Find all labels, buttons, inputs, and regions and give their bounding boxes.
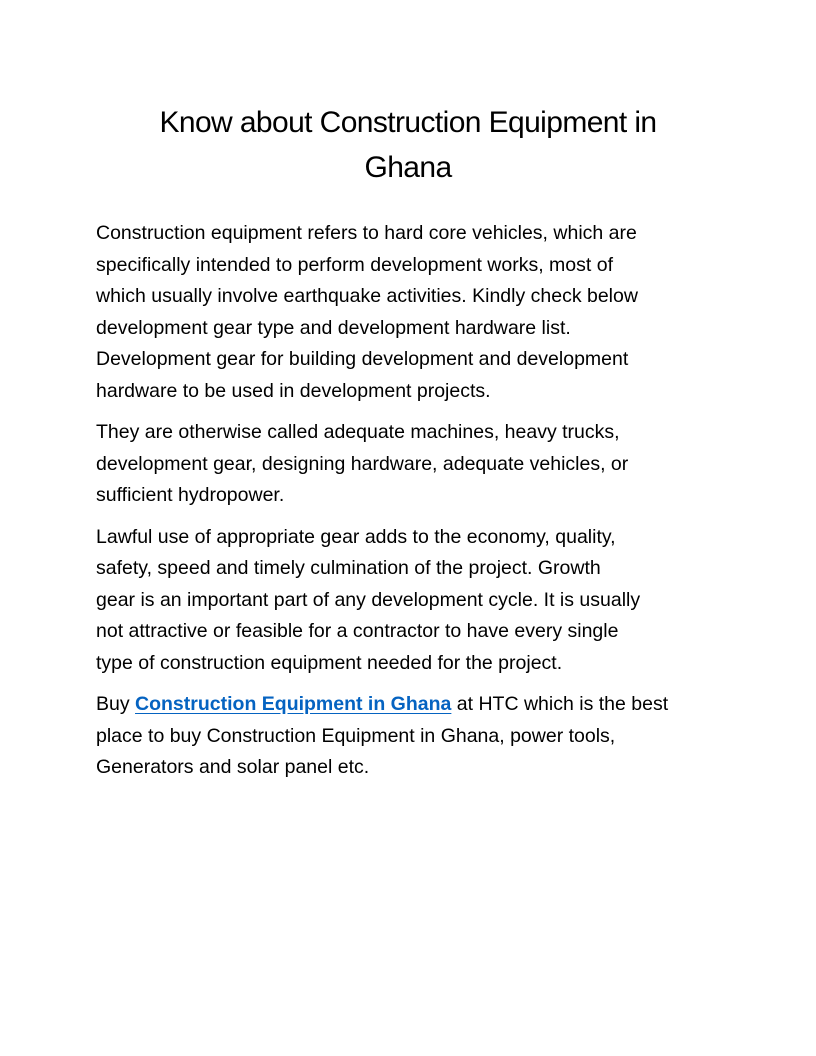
text-line: which usually involve earthquake activities. Kindly check below bbox=[96, 285, 638, 307]
title-line: Know about Construction Equipment in bbox=[159, 106, 657, 139]
text-line: gear is an important part of any development cycle. It is usually bbox=[96, 588, 641, 611]
text-line: type of construction equipment needed for the project. bbox=[96, 651, 563, 674]
text-line: Lawful use of appropriate gear adds to the economy, quality, bbox=[96, 525, 616, 548]
text-line: Generators and solar panel etc. bbox=[96, 756, 370, 778]
text-line: not attractive or feasible for a contractor to have every single bbox=[96, 620, 619, 642]
title-line: Ghana bbox=[364, 151, 452, 184]
text-line: development gear, designing hardware, adequate vehicles, or bbox=[96, 452, 629, 475]
text-line: place to buy Construction Equipment in Ghana, power tools, bbox=[96, 724, 616, 747]
text-line: Construction equipment refers to hard core vehicles, which are bbox=[96, 222, 637, 244]
text-line: development gear type and development hardware list. bbox=[96, 316, 571, 339]
text-line: They are otherwise called adequate machines, heavy trucks, bbox=[96, 421, 620, 443]
paragraph-buy bbox=[96, 689, 726, 784]
paragraph-intro bbox=[96, 218, 726, 407]
document-body bbox=[96, 218, 726, 794]
text-line: safety, speed and timely culmination of the project. Growth bbox=[96, 557, 601, 579]
construction-equipment-link[interactable]: Construction Equipment in Ghana bbox=[135, 693, 452, 715]
text-line: hardware to be used in development projects. bbox=[96, 379, 491, 402]
buy-suffix: at HTC which is the best bbox=[456, 693, 669, 715]
text-line bbox=[96, 689, 726, 721]
buy-prefix: Buy bbox=[96, 693, 130, 715]
paragraph-benefits bbox=[96, 522, 726, 680]
text-line: Development gear for building development and development bbox=[96, 348, 629, 370]
page-title bbox=[96, 100, 720, 190]
paragraph-aliases bbox=[96, 417, 726, 512]
text-line: specifically intended to perform development works, most of bbox=[96, 253, 613, 276]
text-line: sufficient hydropower. bbox=[96, 484, 285, 506]
